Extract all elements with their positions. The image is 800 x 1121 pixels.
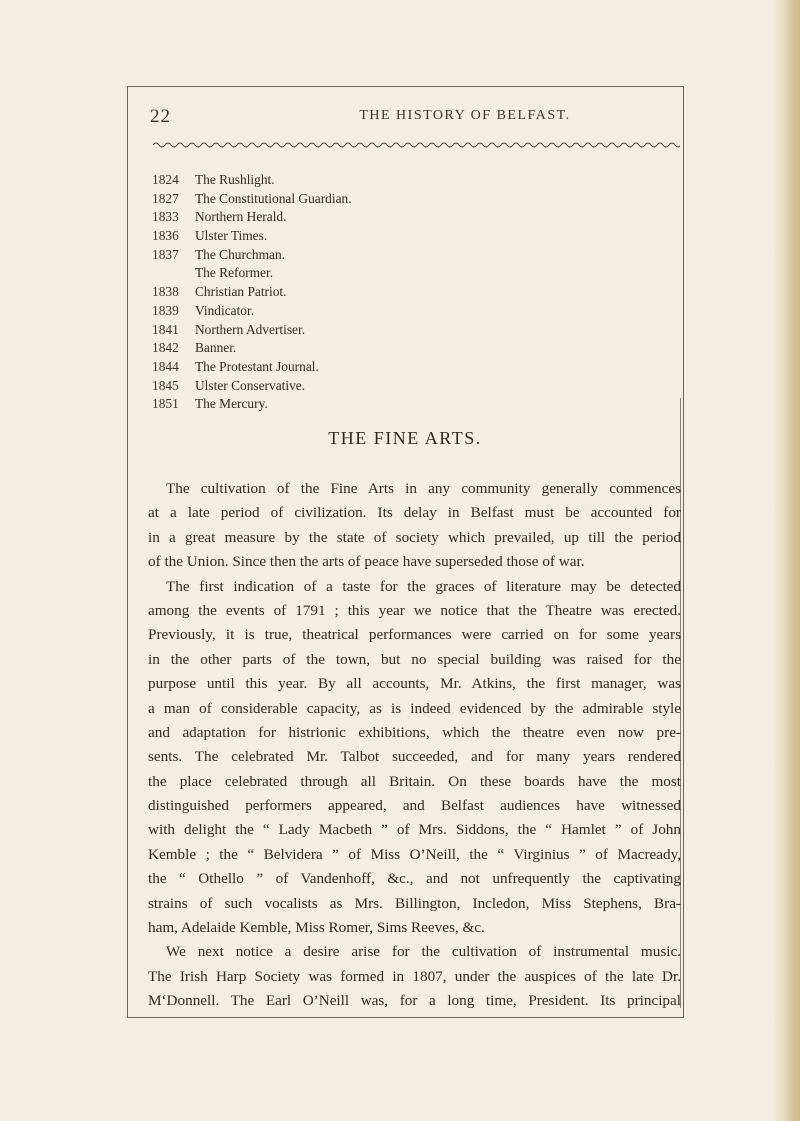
list-item-year: 1842 [152, 340, 179, 356]
list-item [152, 190, 622, 209]
list-item-year: 1824 [152, 172, 179, 187]
body-line: The first indication of a taste for the graces of literature may be detected [166, 577, 681, 595]
list-item-title: The Protestant Journal. [195, 358, 319, 374]
list-item-year: 1844 [152, 358, 179, 374]
newspaper-list [152, 171, 622, 414]
body-line: in the other parts of the town, but no special building was raised for the [148, 650, 681, 668]
body-line: ham, Adelaide Kemble, Miss Romer, Sims Reeves, &c. [148, 919, 485, 937]
list-item-year: 1827 [152, 190, 179, 206]
list-item [152, 377, 622, 396]
list-item [152, 246, 622, 265]
body-line: The cultivation of the Fine Arts in any community generally commences [166, 480, 681, 497]
frame-bottom-line [127, 1017, 684, 1018]
list-item-year: 1851 [152, 396, 179, 412]
list-item-title: Northern Herald. [195, 209, 287, 225]
list-item-title: Northern Advertiser. [195, 321, 306, 337]
list-item-year: 1836 [152, 228, 179, 244]
list-item-title: Christian Patriot. [195, 284, 287, 300]
list-item [152, 358, 622, 377]
page-number: 22 [150, 106, 171, 127]
body-line: the place celebrated through all Britain. On these boards have the most [148, 772, 681, 790]
list-item-year: 1839 [152, 302, 179, 318]
body-line: We next notice a desire arise for the cultivation of instrumental music. [166, 943, 681, 961]
list-item-year: 1845 [152, 377, 179, 393]
frame-top-line [127, 86, 683, 87]
list-item [152, 321, 622, 340]
wavy-rule [153, 140, 680, 150]
body-line: with delight the “ Lady Macbeth ” of Mrs. Siddons, the “ Hamlet ” of John [148, 821, 681, 839]
body-line: sents. The celebrated Mr. Talbot succeeded, and for many years rendered [148, 748, 681, 766]
list-item [152, 171, 622, 190]
list-item-title: The Churchman. [195, 246, 285, 262]
list-item [152, 283, 622, 302]
list-item-title: The Rushlight. [195, 172, 275, 187]
list-item [152, 208, 622, 227]
body-line: at a late period of civilization. Its delay in Belfast must be accounted for [148, 504, 681, 522]
body-line: Kemble ; the “ Belvidera ” of Miss O’Neill, the “ Virginius ” of Macready, [148, 845, 681, 863]
list-item-year: 1838 [152, 284, 179, 300]
list-item [152, 264, 622, 283]
page-edge-shadow [774, 0, 800, 1121]
body-line: and adaptation for histrionic exhibitions, which the theatre even now pre- [148, 723, 681, 741]
list-item-title: Vindicator. [195, 302, 255, 318]
frame-left-line [127, 86, 128, 1018]
body-line: Previously, it is true, theatrical performances were carried on for some years [148, 626, 681, 644]
body-line: the “ Othello ” of Vandenhoff, &c., and not unfrequently the captivating [148, 870, 681, 888]
list-item-title: Ulster Times. [195, 228, 268, 244]
frame-right-line [683, 86, 684, 1018]
body-line: The Irish Harp Society was formed in 1807, under the auspices of the late Dr. [148, 967, 681, 985]
list-item [152, 302, 622, 321]
body-line: a man of considerable capacity, as is indeed evidenced by the admirable style [148, 699, 681, 717]
body-line: in a great measure by the state of society which prevailed, up till the period [148, 528, 681, 546]
list-item-title: The Constitutional Guardian. [195, 190, 352, 206]
list-item-year: 1841 [152, 321, 179, 337]
body-line: distinguished performers appeared, and Belfast audiences have witnessed [148, 797, 681, 815]
body-line: M‘Donnell. The Earl O’Neill was, for a long time, President. Its principal [148, 992, 681, 1010]
section-title: THE FINE ARTS. [328, 428, 482, 448]
list-item-title: The Reformer. [195, 265, 274, 281]
list-item-year: 1833 [152, 209, 179, 225]
body-line: of the Union. Since then the arts of peace have superseded those of war. [148, 553, 585, 571]
body-line: strains of such vocalists as Mrs. Billington, Incledon, Miss Stephens, Bra- [148, 894, 681, 912]
list-item [152, 395, 622, 414]
running-head: THE HISTORY OF BELFAST. [359, 108, 571, 123]
page-header [150, 106, 680, 128]
body-line: purpose until this year. By all accounts, Mr. Atkins, the first manager, was [148, 675, 681, 693]
body-line: among the events of 1791 ; this year we notice that the Theatre was erected. [148, 601, 681, 619]
list-item-year: 1837 [152, 246, 179, 262]
body-text [148, 477, 681, 1014]
list-item-title: The Mercury. [195, 396, 268, 412]
list-item [152, 339, 622, 358]
list-item [152, 227, 622, 246]
list-item-title: Banner. [195, 340, 237, 356]
list-item-title: Ulster Conservative. [195, 377, 306, 393]
